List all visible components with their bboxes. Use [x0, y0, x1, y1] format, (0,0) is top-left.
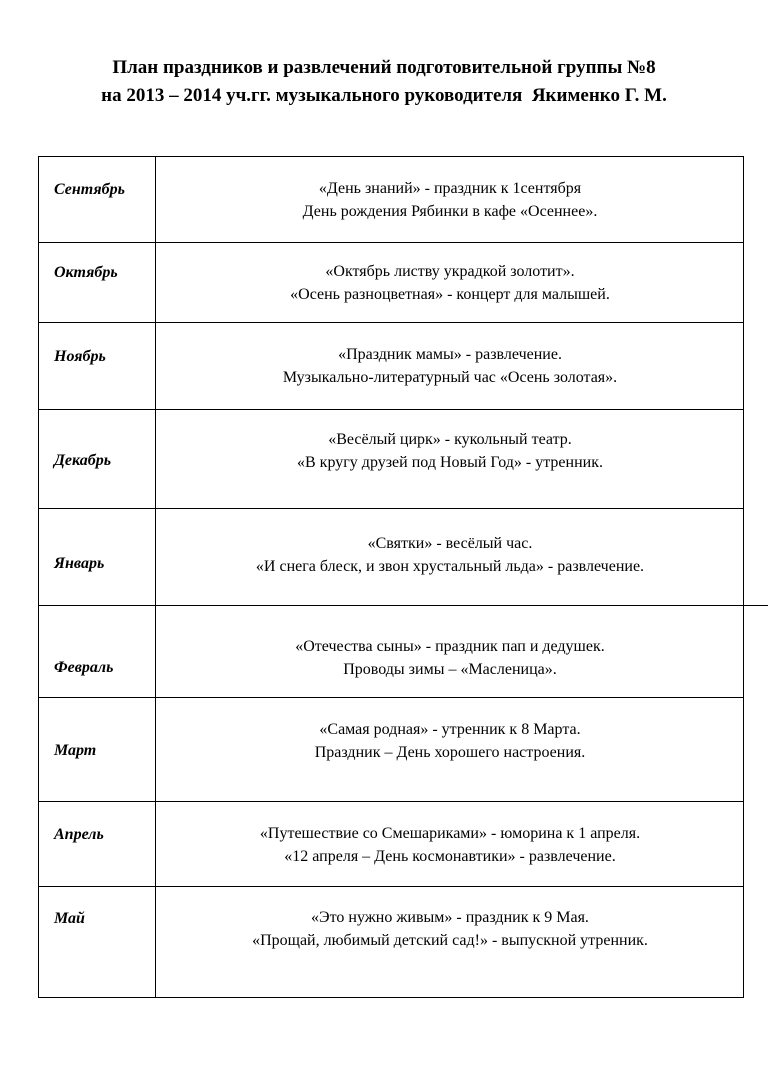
- month-events: [156, 260, 744, 306]
- month-label: Май: [54, 910, 85, 927]
- month-label: Октябрь: [54, 264, 118, 281]
- month-events: [156, 343, 744, 389]
- month-events: [156, 718, 744, 764]
- event-line: «В кругу друзей под Новый Год» - утренник.: [297, 454, 603, 471]
- title-line-2: на 2013 – 2014 уч.гг. музыкального руководителя Якименко Г. М.: [101, 85, 667, 106]
- event-line: Проводы зимы – «Масленица».: [343, 661, 557, 678]
- event-line: «Путешествие со Смешариками» - юморина к 1 апреля.: [259, 825, 641, 842]
- event-line: «12 апреля – День космонавтики» - развлечение.: [284, 848, 616, 865]
- event-line: «Святки» - весёлый час.: [367, 535, 533, 552]
- event-line: «Отечества сыны» - праздник пап и дедушек.: [295, 638, 605, 655]
- event-line: Праздник – День хорошего настроения.: [314, 744, 586, 761]
- month-events: [156, 822, 744, 868]
- row-divider: [38, 697, 744, 698]
- row-divider: [38, 886, 744, 887]
- row-divider: [38, 508, 744, 509]
- title-line-1: План праздников и развлечений подготовительной группы №8: [112, 57, 656, 78]
- event-line: «Октябрь листву украдкой золотит».: [325, 263, 575, 280]
- event-line: «Весёлый цирк» - кукольный театр.: [328, 431, 572, 448]
- month-label: Декабрь: [54, 452, 112, 469]
- event-line: Музыкально-литературный час «Осень золотая».: [282, 369, 618, 386]
- month-label: Январь: [54, 555, 105, 572]
- month-events: [156, 906, 744, 952]
- event-line: «Прощай, любимый детский сад!» - выпускной утренник.: [252, 932, 648, 949]
- event-line: «День знаний» - праздник к 1сентября: [318, 180, 582, 197]
- document-title: [0, 54, 768, 110]
- month-events: [156, 428, 744, 474]
- month-label: Ноябрь: [54, 348, 106, 365]
- month-events: [156, 532, 744, 578]
- row-divider: [38, 322, 744, 323]
- month-label: Февраль: [54, 659, 114, 676]
- month-label: Сентябрь: [54, 181, 125, 198]
- row-divider: [38, 242, 744, 243]
- month-events: [156, 635, 744, 681]
- event-line: «Самая родная» - утренник к 8 Марта.: [319, 721, 581, 738]
- row-divider: [38, 801, 744, 802]
- month-label: Март: [54, 742, 97, 759]
- event-line: «И снега блеск, и звон хрустальный льда» - развлечение.: [255, 558, 645, 575]
- row-divider: [38, 409, 744, 410]
- event-line: «Осень разноцветная» - концерт для малышей.: [290, 286, 610, 303]
- event-line: «Праздник мамы» - развлечение.: [338, 346, 562, 363]
- row-divider: [38, 605, 768, 606]
- month-label: Апрель: [54, 826, 104, 843]
- event-line: День рождения Рябинки в кафе «Осеннее».: [302, 203, 598, 220]
- event-line: «Это нужно живым» - праздник к 9 Мая.: [311, 909, 589, 926]
- month-events: [156, 177, 744, 223]
